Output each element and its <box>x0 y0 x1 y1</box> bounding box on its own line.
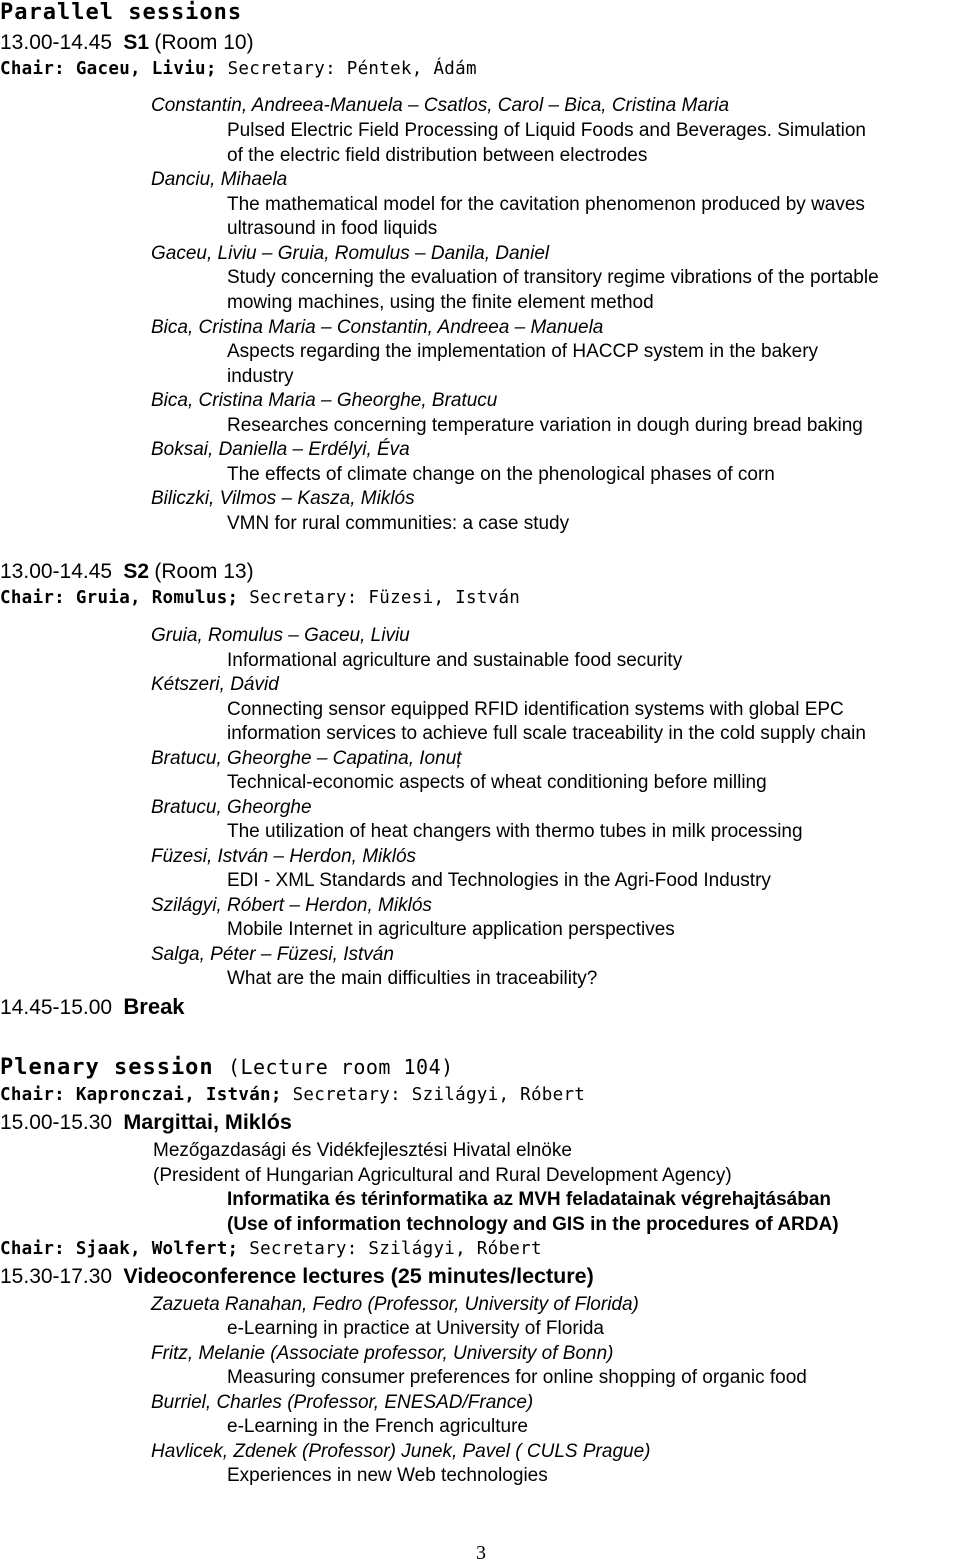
s1-talk-4-title-2: industry <box>227 366 294 387</box>
plenary-secretary-2: Secretary: Szilágyi, Róbert <box>249 1239 542 1259</box>
keynote-time: 15.00-15.30 <box>0 1111 113 1134</box>
s2-talk-5-title-1: EDI - XML Standards and Technologies in the Agri-Food Industry <box>227 870 771 891</box>
s1-talk-4-authors: Bica, Cristina Maria – Constantin, Andreea – Manuela <box>151 317 604 338</box>
s1-talk-4-title-1: Aspects regarding the implementation of HACCP system in the bakery <box>227 341 819 362</box>
s1-talk-2-authors: Danciu, Mihaela <box>151 169 288 190</box>
s2-talk-4-title-1: The utilization of heat changers with thermo tubes in milk processing <box>227 821 803 842</box>
s2-talk-5-authors: Füzesi, István – Herdon, Miklós <box>151 846 417 867</box>
s1-secretary: Secretary: Péntek, Ádám <box>227 59 477 79</box>
video-talk-3-authors: Burriel, Charles (Professor, ENESAD/France) <box>151 1392 534 1413</box>
s1-talk-7-title-1: VMN for rural communities: a case study <box>227 513 570 534</box>
s1-time: 13.00-14.45 <box>0 31 113 54</box>
break-row <box>0 996 185 1018</box>
plenary-heading <box>0 1057 454 1079</box>
s2-talk-7-authors: Salga, Péter – Füzesi, István <box>151 944 394 965</box>
video-heading: Videoconference lectures (25 minutes/lecture) <box>123 1264 594 1288</box>
s1-talk-5-authors: Bica, Cristina Maria – Gheorghe, Bratucu <box>151 390 498 411</box>
s2-talk-1-title-1: Informational agriculture and sustainable food security <box>227 650 683 671</box>
s2-secretary: Secretary: Füzesi, István <box>249 588 521 608</box>
s2-talk-2-authors: Kétszeri, Dávid <box>151 674 279 695</box>
keynote-affiliation-en: (President of Hungarian Agricultural and Rural Development Agency) <box>153 1165 732 1186</box>
s2-header <box>0 561 254 582</box>
s1-talk-2-title-2: ultrasound in food liquids <box>227 218 438 239</box>
s2-talk-3-title-1: Technical-economic aspects of wheat conditioning before milling <box>227 772 767 793</box>
s1-code: S1 <box>123 31 150 54</box>
plenary-room: (Lecture room 104) <box>227 1055 454 1079</box>
plenary-chair-line-1 <box>0 1087 585 1105</box>
plenary-chair-1: Chair: Kapronczai, István; <box>0 1085 282 1105</box>
keynote-title-en: (Use of information technology and GIS in the procedures of ARDA) <box>227 1214 839 1235</box>
s1-talk-1-title-1: Pulsed Electric Field Processing of Liquid Foods and Beverages. Simulation <box>227 120 866 141</box>
keynote-title-hu: Informatika és térinformatika az MVH feladatainak végrehajtásában <box>227 1189 831 1210</box>
s1-talk-3-title-1: Study concerning the evaluation of transitory regime vibrations of the portable <box>227 267 879 288</box>
s1-talk-2-title-1: The mathematical model for the cavitation phenomenon produced by waves <box>227 194 865 215</box>
plenary-title: Plenary session <box>0 1055 214 1080</box>
s2-talk-2-title-2: information services to achieve full scale traceability in the cold supply chain <box>227 723 866 744</box>
s1-talk-6-title-1: The effects of climate change on the phenological phases of corn <box>227 464 775 485</box>
s2-talk-4-authors: Bratucu, Gheorghe <box>151 797 312 818</box>
video-talk-4-title: Experiences in new Web technologies <box>227 1465 548 1486</box>
s1-room: (Room 10) <box>154 31 254 54</box>
s2-chair-line <box>0 590 520 608</box>
video-talk-4-authors: Havlicek, Zdenek (Professor) Junek, Pavel ( CULS Prague) <box>151 1441 651 1462</box>
s2-talk-6-title-1: Mobile Internet in agriculture application perspectives <box>227 919 675 940</box>
s2-time: 13.00-14.45 <box>0 560 113 583</box>
s1-header <box>0 32 254 53</box>
keynote-speaker: Margittai, Miklós <box>123 1110 292 1134</box>
s2-talk-1-authors: Gruia, Romulus – Gaceu, Liviu <box>151 625 410 646</box>
s1-talk-6-authors: Boksai, Daniella – Erdélyi, Éva <box>151 439 410 460</box>
s2-talk-2-title-1: Connecting sensor equipped RFID identification systems with global EPC <box>227 699 844 720</box>
video-talk-2-title: Measuring consumer preferences for online shopping of organic food <box>227 1367 807 1388</box>
parallel-sessions-heading: Parallel sessions <box>0 0 243 25</box>
plenary-chair-line-2 <box>0 1241 542 1259</box>
video-talk-2-authors: Fritz, Melanie (Associate professor, University of Bonn) <box>151 1343 614 1364</box>
page-number: 3 <box>476 1542 486 1564</box>
plenary-secretary-1: Secretary: Szilágyi, Róbert <box>292 1085 586 1105</box>
s2-room: (Room 13) <box>154 560 254 583</box>
video-time: 15.30-17.30 <box>0 1265 113 1288</box>
s2-talk-6-authors: Szilágyi, Róbert – Herdon, Miklós <box>151 895 432 916</box>
s2-code: S2 <box>123 560 150 583</box>
s1-talk-7-authors: Biliczki, Vilmos – Kasza, Miklós <box>151 488 415 509</box>
s1-talk-3-title-2: mowing machines, using the finite element method <box>227 292 654 313</box>
video-talk-1-authors: Zazueta Ranahan, Fedro (Professor, University of Florida) <box>151 1294 639 1315</box>
s1-talk-5-title-1: Researches concerning temperature variation in dough during bread baking <box>227 415 863 436</box>
s1-talk-1-authors: Constantin, Andreea-Manuela – Csatlos, Carol – Bica, Cristina Maria <box>151 95 730 116</box>
video-talk-1-title: e-Learning in practice at University of Florida <box>227 1318 605 1339</box>
s2-chair: Chair: Gruia, Romulus; <box>0 588 239 608</box>
video-talk-3-title: e-Learning in the French agriculture <box>227 1416 529 1437</box>
break-time: 14.45-15.00 <box>0 996 113 1019</box>
keynote-affiliation-hu: Mezőgazdasági és Vidékfejlesztési Hivatal elnöke <box>153 1140 572 1161</box>
s2-talk-7-title-1: What are the main difficulties in traceability? <box>227 968 598 989</box>
s2-talk-3-authors: Bratucu, Gheorghe – Capatina, Ionuț <box>151 748 462 769</box>
video-row <box>0 1266 594 1288</box>
plenary-chair-2: Chair: Sjaak, Wolfert; <box>0 1239 239 1259</box>
s1-talk-1-title-2: of the electric field distribution between electrodes <box>227 145 648 166</box>
s1-talk-3-authors: Gaceu, Liviu – Gruia, Romulus – Danila, Daniel <box>151 243 550 264</box>
s1-chair: Chair: Gaceu, Liviu; <box>0 59 217 79</box>
keynote-row <box>0 1112 292 1134</box>
break-label: Break <box>123 994 185 1019</box>
s1-chair-line <box>0 61 477 79</box>
